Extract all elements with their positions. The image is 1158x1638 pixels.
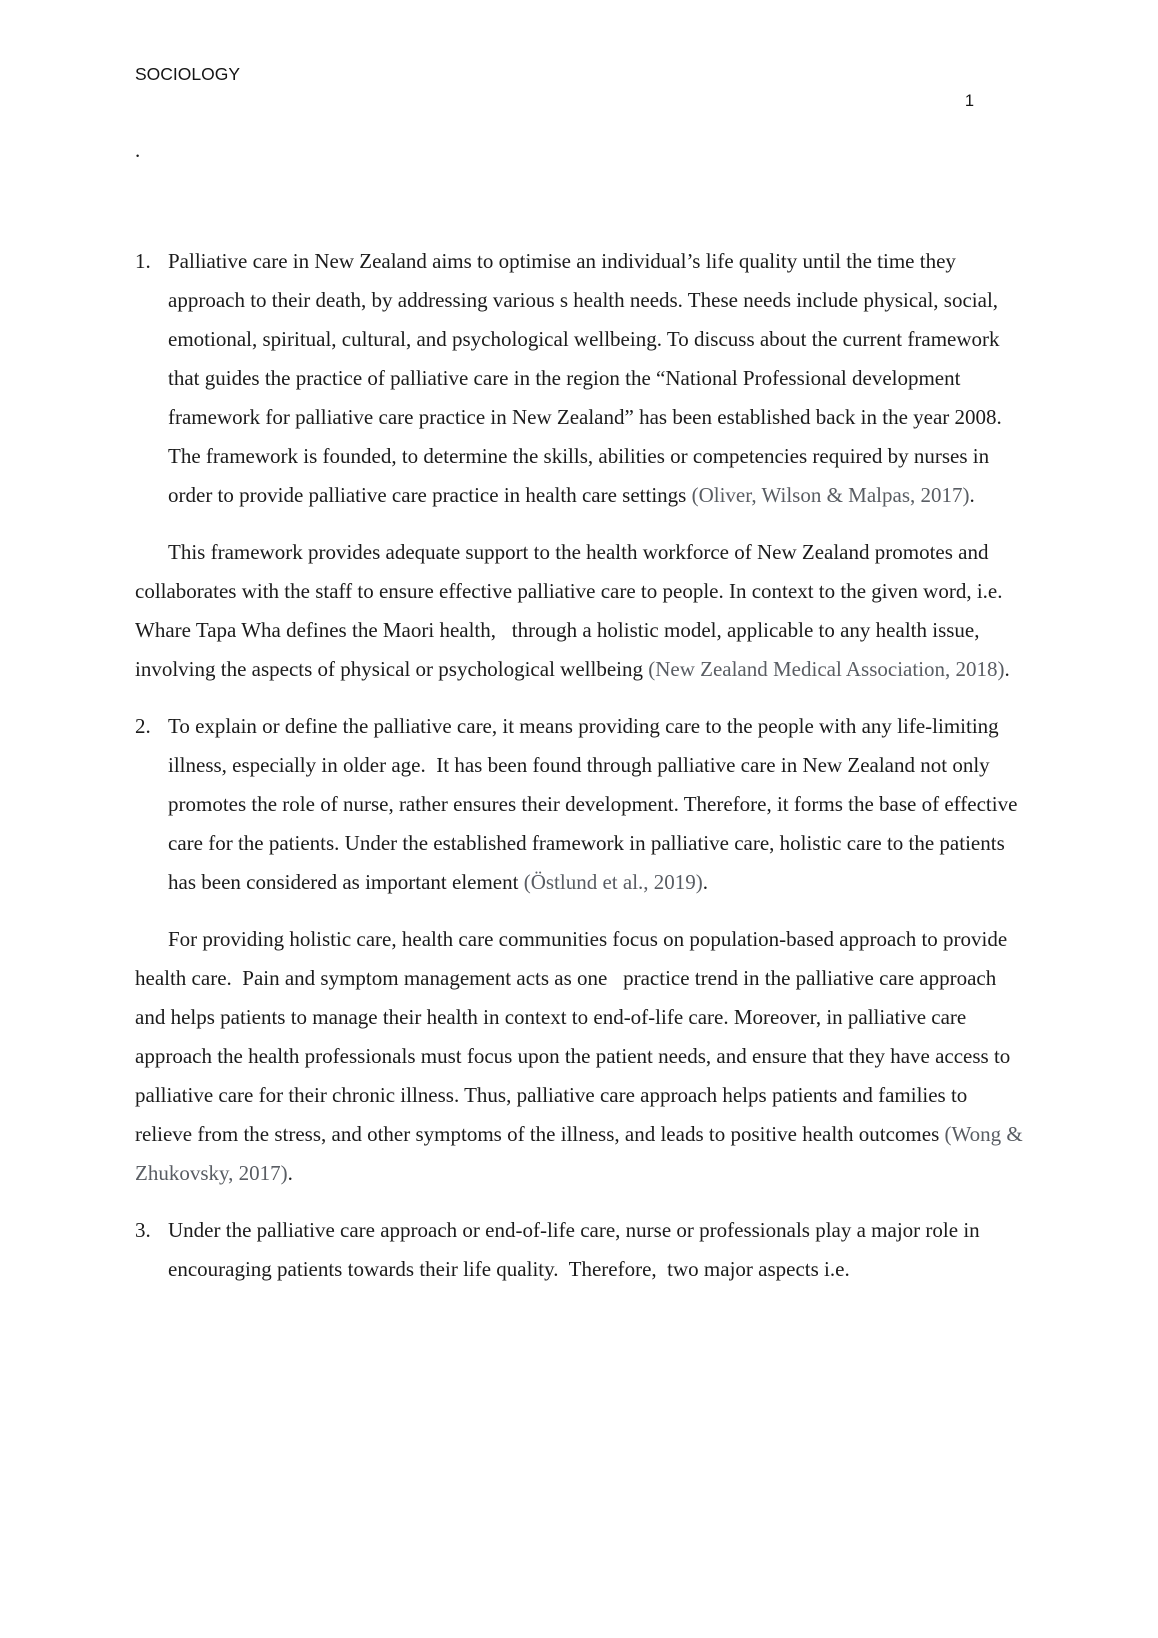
list-item <box>135 707 1025 902</box>
list-number: 1. <box>135 249 151 273</box>
list-item <box>135 242 1025 515</box>
body-text: For providing holistic care, health care communities focus on population-based approach to provide health care. Pain and symptom management acts as one practice trend in the palliative care approach and helps patients to manage their health in context to end-of-life care. Moreover, in palliative care approach the health professionals must focus upon the patient needs, and ensure that they have access to palliative care for their chronic illness. Thus, palliative care approach helps patients and families to relieve from the stress, and other symptoms of the illness, and leads to positive health outcomes <box>135 927 1016 1146</box>
list-number: 3. <box>135 1218 151 1242</box>
page-number: 1 <box>964 92 974 110</box>
list-number: 2. <box>135 714 151 738</box>
body-text: . <box>969 483 975 507</box>
document-body <box>0 242 1028 1289</box>
body-text: To explain or define the palliative care, it means providing care to the people with any life-limiting illness, especially in older age. It has been found through palliative care in New Zealand not only promotes the role of nurse, rather ensures their development. Therefore, it forms the base of effective care for the patients. Under the established framework in palliative care, holistic care to the patients has been considered as important element <box>168 714 1023 894</box>
list-item <box>135 1211 1025 1289</box>
citation: (Östlund et al., 2019) <box>523 870 703 894</box>
paragraph <box>135 533 1025 689</box>
body-text: Under the palliative care approach or end-of-life care, nurse or professionals play a major role in encouraging patients towards their life quality. Therefore, two major aspects i.e. <box>168 1218 985 1281</box>
citation: (New Zealand Medical Association, 2018) <box>648 657 1005 681</box>
running-header: SOCIOLOGY <box>135 64 241 84</box>
citation: (Wong & Zhukovsky, 2017) <box>135 1122 1028 1185</box>
body-text: . <box>287 1161 293 1185</box>
body-text: Palliative care in New Zealand aims to optimise an individual’s life quality until the time they approach to their death, by addressing various s health needs. These needs include physical, social, emotional, spiritual, cultural, and psychological wellbeing. To discuss about the current framework that guides the practice of palliative care in the region the “National Professional development framework for palliative care practice in New Zealand” has been established back in the year 2008. The framework is founded, to determine the skills, abilities or competencies required by nurses in order to provide palliative care practice in health care settings <box>168 249 1012 507</box>
body-text: . <box>1004 657 1010 681</box>
block-text <box>135 540 1010 681</box>
stray-period: . <box>135 138 141 162</box>
body-text: This framework provides adequate support to the health workforce of New Zealand promotes and collaborates with the staff to ensure effective palliative care to people. In context to the given word, i.e. Whare Tapa Wha defines the Maori health, through a holistic model, applicable to any health issue, involving the aspects of physical or psychological wellbeing <box>135 540 1008 681</box>
block-text <box>168 1218 985 1281</box>
body-text: . <box>702 870 709 894</box>
paragraph <box>135 920 1028 1193</box>
block-text <box>168 714 1023 894</box>
block-text <box>135 927 1028 1185</box>
citation: (Oliver, Wilson & Malpas, 2017) <box>691 483 970 507</box>
block-text <box>168 249 1012 507</box>
